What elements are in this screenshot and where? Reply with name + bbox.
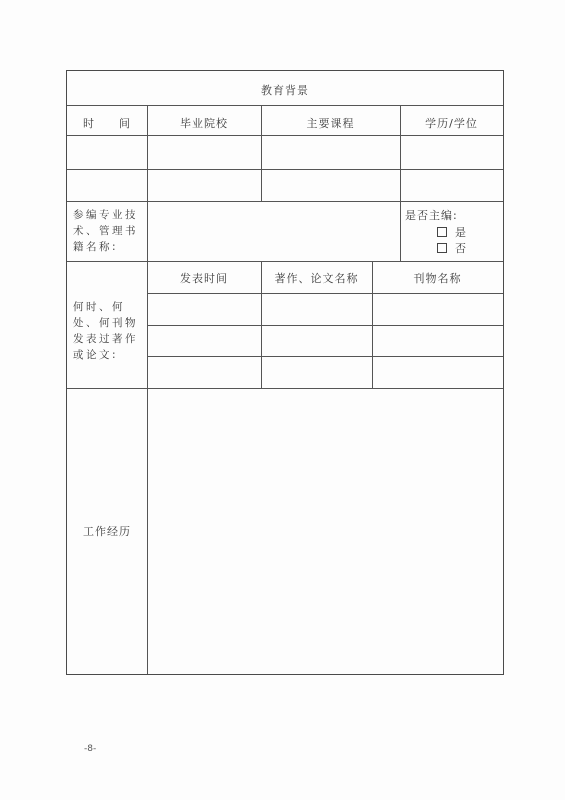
option-no[interactable] — [437, 240, 467, 256]
pub-header-title: 著作、论文名称 — [274, 272, 359, 285]
option-yes-label: 是 — [455, 226, 467, 239]
row-divider — [67, 169, 503, 170]
editor-question: 是否主编: — [405, 209, 458, 222]
resume-form-table — [66, 70, 504, 675]
publications-label: 何时、何处、何刊物发表过著作或论文: — [73, 301, 138, 361]
page-number: -8- — [84, 744, 97, 754]
row-divider — [67, 388, 503, 389]
books-label: 参编专业技术、管理书籍名称: — [73, 209, 138, 253]
header-school: 毕业院校 — [180, 117, 228, 130]
row-divider — [147, 293, 503, 294]
header-time: 时 间 — [83, 117, 131, 130]
header-degree: 学历/学位 — [425, 117, 478, 130]
row-divider — [67, 135, 503, 136]
row-divider — [67, 201, 503, 202]
pub-header-time: 发表时间 — [180, 272, 228, 285]
checkbox-yes[interactable] — [437, 227, 447, 237]
row-divider — [67, 105, 503, 106]
education-title: 教育背景 — [261, 84, 309, 97]
work-experience-label: 工作经历 — [83, 525, 131, 538]
header-courses: 主要课程 — [306, 117, 355, 130]
row-divider — [147, 356, 503, 357]
pub-header-journal: 刊物名称 — [413, 272, 462, 285]
row-divider — [67, 261, 503, 262]
col-divider — [147, 201, 148, 261]
row-divider — [147, 325, 503, 326]
option-yes[interactable] — [437, 224, 467, 240]
col-divider — [400, 201, 401, 261]
option-no-label: 否 — [455, 242, 467, 255]
col-divider — [147, 388, 148, 674]
checkbox-no[interactable] — [437, 243, 447, 253]
